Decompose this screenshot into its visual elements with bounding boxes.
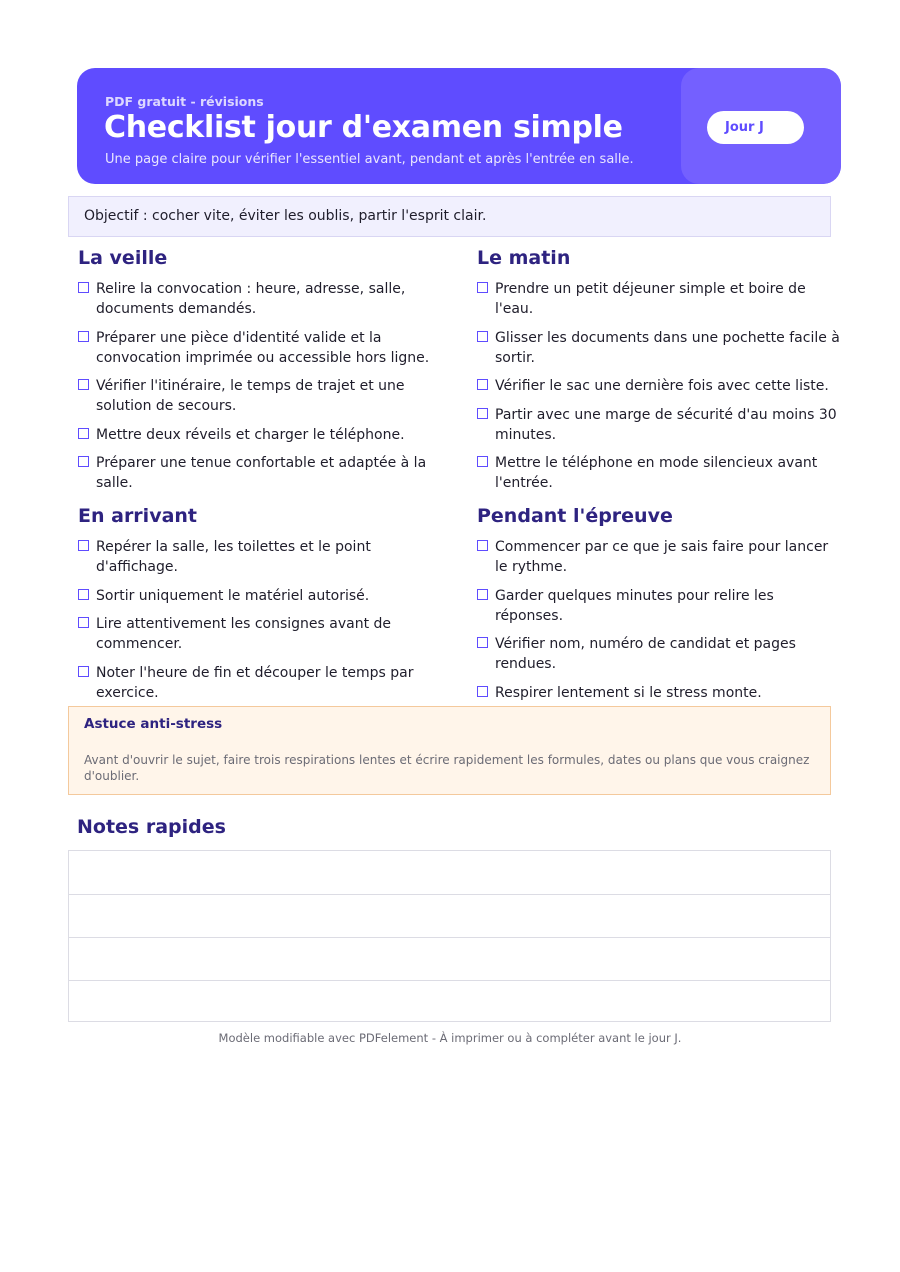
checkbox[interactable]: [477, 540, 488, 551]
checkbox[interactable]: [477, 282, 488, 293]
tip-title: Astuce anti-stress: [84, 716, 223, 732]
checklist-item: [477, 537, 842, 577]
section-title: La veille: [78, 247, 168, 269]
checkbox[interactable]: [78, 282, 89, 293]
checklist: [477, 537, 842, 703]
checklist-item: [78, 453, 448, 493]
header-kicker: PDF gratuit - révisions: [105, 94, 264, 109]
checklist-item: [78, 537, 448, 577]
checklist-item-label: Mettre le téléphone en mode silencieux avant l'entrée.: [495, 455, 818, 491]
checklist-item: [477, 376, 842, 396]
checkbox[interactable]: [477, 589, 488, 600]
notes-title: Notes rapides: [77, 816, 226, 838]
checklist-item-label: Préparer une pièce d'identité valide et la convocation imprimée ou accessible hors ligne.: [96, 329, 430, 366]
checklist-item: [477, 328, 842, 368]
page-title: Checklist jour d'examen simple: [104, 110, 623, 145]
checklist-item-label: Respirer lentement si le stress monte.: [495, 684, 762, 701]
checkbox[interactable]: [477, 331, 488, 342]
notes-area[interactable]: [68, 850, 831, 1022]
checklist-item-label: Vérifier nom, numéro de candidat et pages rendues.: [495, 636, 796, 672]
section-title: Pendant l'épreuve: [477, 505, 673, 527]
checklist-item: [477, 405, 842, 445]
checklist-item: [78, 425, 448, 445]
checklist-item: [78, 376, 448, 416]
checklist-item: [477, 279, 842, 319]
checklist-item-label: Partir avec une marge de sécurité d'au moins 30 minutes.: [495, 406, 837, 443]
section-title: Le matin: [477, 247, 571, 269]
checklist-item: [477, 683, 842, 703]
header-banner: [77, 68, 841, 184]
checklist: [78, 279, 448, 493]
checklist-item-label: Mettre deux réveils et charger le téléphone.: [96, 426, 405, 443]
checklist-item: [78, 663, 448, 703]
checklist-item: [477, 453, 842, 493]
footer-note: Modèle modifiable avec PDFelement - À imprimer ou à compléter avant le jour J.: [218, 1031, 682, 1045]
objective-box: Objectif : cocher vite, éviter les oublis, partir l'esprit clair.: [68, 196, 831, 237]
checkbox[interactable]: [78, 456, 89, 467]
section-en-arrivant: [78, 505, 448, 711]
checklist-item: [78, 586, 448, 606]
section-la-veille: [78, 247, 448, 502]
section-title: En arrivant: [78, 505, 198, 527]
checklist-item-label: Sortir uniquement le matériel autorisé.: [96, 587, 370, 604]
tip-box: [68, 706, 831, 795]
checklist-item-label: Commencer par ce que je sais faire pour lancer le rythme.: [495, 539, 829, 575]
checklist-item-label: Préparer une tenue confortable et adaptée à la salle.: [96, 455, 427, 491]
notes-line: [69, 894, 830, 895]
notes-line: [69, 937, 830, 938]
checklist-item-label: Relire la convocation : heure, adresse, salle, documents demandés.: [96, 281, 406, 317]
tip-text: Avant d'ouvrir le sujet, faire trois respirations lentes et écrire rapidement les formules, dates ou plans que vous craignez d'oublier.: [84, 753, 810, 783]
checklist-item-label: Noter l'heure de fin et découper le temps par exercice.: [96, 664, 414, 701]
checkbox[interactable]: [78, 666, 89, 677]
checklist-item: [78, 279, 448, 319]
jour-j-badge: Jour J: [707, 111, 804, 144]
checklist-item-label: Prendre un petit déjeuner simple et boire de l'eau.: [495, 281, 806, 317]
checklist-item-label: Vérifier l'itinéraire, le temps de trajet et une solution de secours.: [96, 378, 405, 414]
checklist-item: [477, 634, 842, 674]
checkbox[interactable]: [477, 456, 488, 467]
checkbox[interactable]: [78, 617, 89, 628]
checklist-item-label: Lire attentivement les consignes avant de commencer.: [96, 616, 392, 652]
checklist-item-label: Glisser les documents dans une pochette facile à sortir.: [495, 329, 840, 366]
checkbox[interactable]: [477, 379, 488, 390]
checklist-item: [78, 328, 448, 368]
checkbox[interactable]: [477, 686, 488, 697]
checkbox[interactable]: [78, 428, 89, 439]
checklist-item-label: Vérifier le sac une dernière fois avec cette liste.: [495, 378, 829, 394]
checkbox[interactable]: [477, 637, 488, 648]
checkbox[interactable]: [78, 331, 89, 342]
checklist-item: [78, 614, 448, 654]
checklist-item: [477, 586, 842, 626]
checklist-item-label: Garder quelques minutes pour relire les réponses.: [495, 587, 774, 624]
section-le-matin: [477, 247, 842, 502]
checklist: [477, 279, 842, 493]
checkbox[interactable]: [78, 540, 89, 551]
checkbox[interactable]: [477, 408, 488, 419]
checklist: [78, 537, 448, 703]
page-subtitle: Une page claire pour vérifier l'essentiel avant, pendant et après l'entrée en salle.: [105, 152, 634, 167]
checkbox[interactable]: [78, 379, 89, 390]
checkbox[interactable]: [78, 589, 89, 600]
checklist-item-label: Repérer la salle, les toilettes et le point d'affichage.: [96, 539, 371, 575]
section-pendant-epreuve: [477, 505, 842, 711]
notes-line: [69, 980, 830, 981]
